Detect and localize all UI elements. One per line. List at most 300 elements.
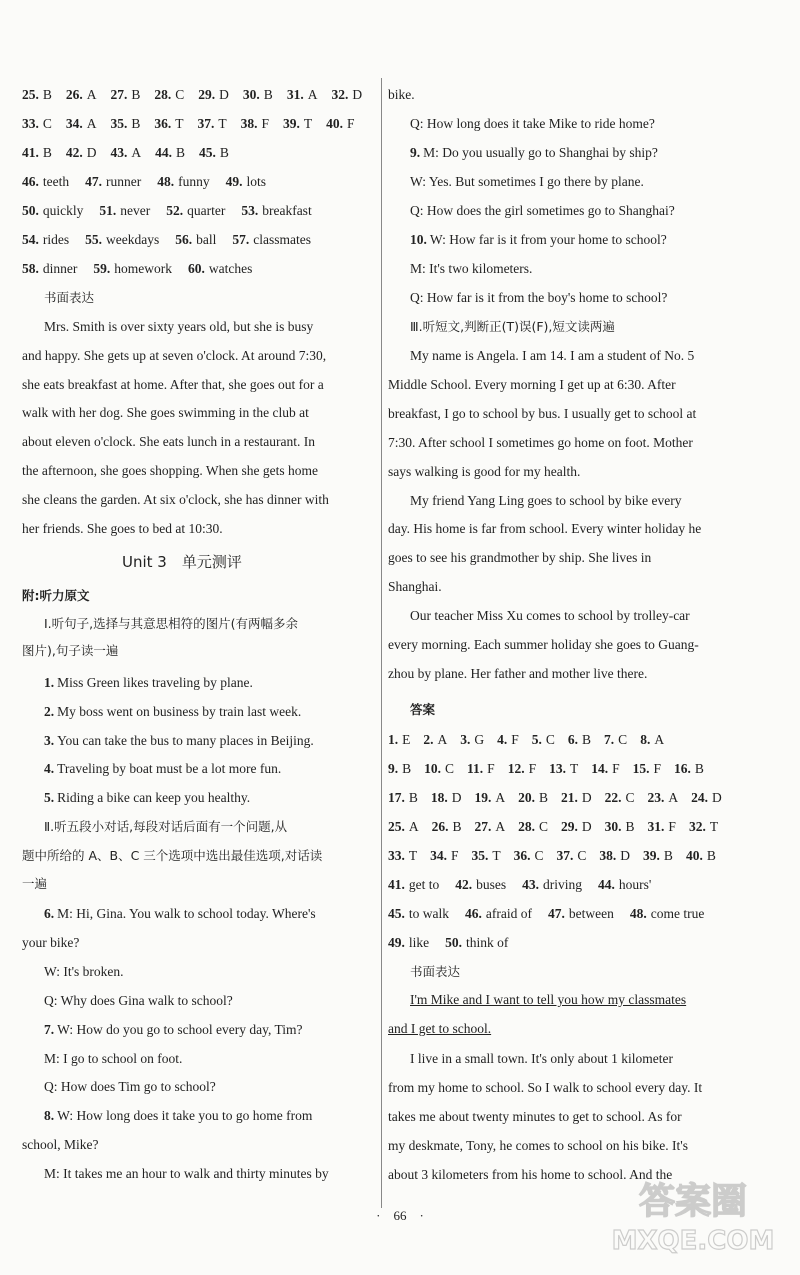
answer-value: F bbox=[511, 732, 519, 747]
answer-number: 51. bbox=[99, 203, 117, 218]
item-number: 8. bbox=[44, 1108, 55, 1124]
appendix-title bbox=[22, 586, 90, 606]
answer-value: B bbox=[131, 87, 141, 102]
answer-item bbox=[241, 201, 311, 221]
answer-item bbox=[475, 788, 506, 808]
answer-number: 15. bbox=[632, 761, 650, 776]
answer-number: 35. bbox=[471, 848, 489, 863]
item-text: W: How far is it from your home to school? bbox=[429, 232, 667, 247]
answer-number: 50. bbox=[445, 935, 462, 950]
answer-value: T bbox=[218, 116, 227, 131]
answer-number: 43. bbox=[110, 145, 128, 160]
answer-value: to walk bbox=[408, 906, 449, 921]
answer-value: ball bbox=[196, 232, 217, 247]
answer-item bbox=[331, 85, 362, 105]
answer-item bbox=[689, 817, 718, 837]
passage-text: says walking is good for my health. bbox=[388, 463, 581, 479]
answer-value: D bbox=[712, 790, 722, 805]
answer-item bbox=[111, 85, 141, 105]
answer-number: 53. bbox=[241, 203, 259, 218]
passage-line bbox=[388, 375, 676, 395]
listening-sentence bbox=[22, 731, 314, 751]
listening-sentence bbox=[22, 759, 281, 779]
answer-value: T bbox=[175, 116, 184, 131]
answer-item bbox=[431, 788, 462, 808]
answer-value: dinner bbox=[42, 261, 78, 276]
answer-number: 16. bbox=[673, 761, 691, 776]
answer-item bbox=[388, 933, 429, 953]
passage-text: Our teacher Miss Xu comes to school by trolley-car bbox=[410, 608, 690, 624]
answer-value: T bbox=[303, 116, 313, 131]
item-text: W: It's broken. bbox=[44, 963, 124, 979]
answer-item bbox=[557, 846, 587, 866]
answer-number: 34. bbox=[430, 848, 447, 863]
answer-item bbox=[388, 759, 411, 779]
answer-number: 25. bbox=[388, 819, 405, 834]
answer-value: buses bbox=[476, 877, 507, 892]
answer-value: B bbox=[176, 145, 186, 160]
right-column bbox=[388, 76, 768, 1206]
listening-sentence bbox=[22, 673, 253, 693]
passage-line bbox=[388, 346, 694, 366]
answer-value: driving bbox=[543, 877, 582, 892]
instruction-text: Ⅱ.听五段小对话,每段对话后面有一个问题,从 bbox=[44, 819, 288, 834]
passage-text: My name is Angela. I am 14. I am a student of No. 5 bbox=[410, 348, 695, 363]
essay-line bbox=[388, 1107, 682, 1127]
answer-row bbox=[388, 788, 768, 808]
answer-value: B bbox=[42, 145, 52, 160]
essay-text: the afternoon, she goes shopping. When she gets home bbox=[22, 463, 318, 478]
essay-line bbox=[22, 432, 374, 452]
svg-text:MXQE.COM: MXQE.COM bbox=[611, 1226, 775, 1256]
answer-item bbox=[674, 759, 704, 779]
answer-value: F bbox=[528, 761, 537, 776]
item-text: M: Hi, Gina. You walk to school today. Where's bbox=[57, 906, 316, 921]
answer-number: 37. bbox=[556, 848, 574, 863]
answer-item bbox=[475, 817, 506, 837]
essay-text: from my home to school. So I walk to school every day. It bbox=[388, 1080, 703, 1095]
answer-number: 12. bbox=[507, 761, 525, 776]
answer-number: 30. bbox=[242, 87, 260, 102]
answer-item bbox=[548, 904, 614, 924]
answer-item bbox=[460, 730, 484, 750]
item-number: 7. bbox=[44, 1021, 55, 1037]
answer-item bbox=[605, 817, 635, 837]
answer-item bbox=[465, 904, 532, 924]
answer-number: 28. bbox=[518, 819, 536, 834]
answer-row bbox=[388, 817, 768, 837]
answer-value: like bbox=[408, 935, 430, 950]
dialog-line bbox=[388, 259, 532, 279]
passage-line bbox=[388, 548, 651, 568]
answer-number: 59. bbox=[93, 261, 111, 276]
dialog-line bbox=[388, 114, 655, 134]
answer-item bbox=[166, 201, 225, 221]
answer-number: 45. bbox=[199, 145, 216, 160]
answer-item bbox=[561, 817, 592, 837]
answer-number: 37. bbox=[197, 116, 215, 131]
item-number: 9. bbox=[410, 145, 421, 160]
section2-instruction bbox=[22, 874, 47, 894]
answer-item bbox=[691, 788, 722, 808]
answer-item bbox=[111, 114, 141, 134]
dialog-line bbox=[388, 143, 658, 163]
answer-value: A bbox=[86, 116, 97, 131]
answer-value: D bbox=[620, 848, 631, 863]
passage-text: My friend Yang Ling goes to school by bike every bbox=[410, 492, 682, 508]
answer-number: 44. bbox=[155, 145, 173, 160]
answer-value: quarter bbox=[187, 203, 226, 218]
answer-number: 38. bbox=[599, 848, 617, 863]
dialog-line bbox=[22, 1164, 329, 1184]
answer-number: 25. bbox=[22, 87, 39, 102]
answer-row bbox=[22, 201, 374, 221]
answer-item bbox=[154, 114, 183, 134]
answer-item bbox=[241, 114, 269, 134]
passage-line bbox=[388, 462, 580, 482]
answer-value: get to bbox=[408, 877, 440, 892]
answer-number: 6. bbox=[567, 732, 579, 747]
answer-item bbox=[22, 172, 69, 192]
answer-number: 49. bbox=[388, 935, 405, 950]
instruction-text: 一遍 bbox=[22, 876, 48, 891]
answer-number: 1. bbox=[388, 732, 399, 747]
answer-value: D bbox=[451, 790, 462, 805]
answer-value: F bbox=[487, 761, 495, 776]
listening-sentence bbox=[22, 788, 250, 808]
answer-row bbox=[22, 85, 374, 105]
answer-item bbox=[66, 143, 97, 163]
essay-text: Mrs. Smith is over sixty years old, but she is busy bbox=[44, 319, 314, 334]
answer-row bbox=[22, 143, 374, 163]
answer-value: breakfast bbox=[262, 203, 312, 218]
answer-number: 32. bbox=[331, 87, 349, 102]
answer-item bbox=[155, 143, 185, 163]
answer-number: 39. bbox=[643, 848, 660, 863]
essay-line bbox=[22, 519, 374, 539]
answer-item bbox=[287, 85, 318, 105]
answer-number: 46. bbox=[465, 906, 482, 921]
answer-row bbox=[388, 846, 768, 866]
answer-number: 3. bbox=[460, 732, 471, 747]
passage-text: zhou by plane. Her father and mother live there. bbox=[388, 665, 648, 681]
answer-item bbox=[648, 817, 676, 837]
writing-heading bbox=[44, 288, 94, 308]
answer-item bbox=[549, 759, 578, 779]
answer-value: hours' bbox=[618, 877, 652, 892]
answer-item bbox=[66, 114, 97, 134]
answer-number: 48. bbox=[157, 174, 175, 189]
answer-item bbox=[66, 85, 97, 105]
page-number: · 66 · bbox=[376, 1208, 424, 1223]
answer-value: C bbox=[175, 87, 185, 102]
answer-number: 33. bbox=[22, 116, 39, 131]
answer-value: F bbox=[451, 848, 459, 863]
writing-title: 书面表达 bbox=[410, 964, 461, 979]
answer-value: A bbox=[437, 732, 448, 747]
answer-number: 7. bbox=[604, 732, 615, 747]
answer-value: T bbox=[569, 761, 579, 776]
passage-line bbox=[388, 606, 690, 626]
item-text: W: How long does it take you to go home from bbox=[57, 1108, 313, 1124]
answer-item bbox=[633, 759, 661, 779]
answer-number: 2. bbox=[423, 732, 434, 747]
answer-value: D bbox=[219, 87, 229, 102]
item-text: M: It's two kilometers. bbox=[410, 261, 533, 276]
answer-value: B bbox=[452, 819, 462, 834]
answer-row bbox=[388, 759, 768, 779]
answer-number: 57. bbox=[232, 232, 250, 247]
answer-item bbox=[22, 201, 83, 221]
answer-number: 31. bbox=[647, 819, 665, 834]
answer-value: F bbox=[653, 761, 661, 776]
answer-item bbox=[686, 846, 716, 866]
item-text: M: Do you usually go to Shanghai by ship? bbox=[423, 145, 658, 160]
answer-item bbox=[514, 846, 544, 866]
answer-number: 47. bbox=[547, 906, 565, 921]
answer-number: 30. bbox=[604, 819, 622, 834]
answer-title: 答案 bbox=[410, 702, 436, 717]
answer-value: T bbox=[492, 848, 501, 863]
answer-value: B bbox=[582, 732, 592, 747]
section3-instruction bbox=[410, 317, 615, 337]
answer-item bbox=[423, 730, 447, 750]
passage-line bbox=[388, 491, 681, 511]
essay-line bbox=[22, 490, 374, 510]
item-text: W: How do you go to school every day, Tim? bbox=[57, 1021, 303, 1037]
answer-value: A bbox=[495, 819, 506, 834]
answer-value: B bbox=[263, 87, 273, 102]
answer-item bbox=[199, 143, 229, 163]
answer-value: A bbox=[307, 87, 318, 102]
section2-instruction bbox=[44, 817, 287, 837]
answer-number: 13. bbox=[549, 761, 566, 776]
item-text: bike. bbox=[388, 87, 415, 102]
answer-value: A bbox=[131, 145, 142, 160]
answer-item bbox=[604, 730, 627, 750]
answer-number: 11. bbox=[467, 761, 484, 776]
answer-item bbox=[388, 730, 410, 750]
answer-number: 18. bbox=[430, 790, 448, 805]
answer-row bbox=[388, 904, 768, 924]
section1-instruction bbox=[44, 614, 298, 634]
answer-item bbox=[175, 230, 216, 250]
answer-number: 24. bbox=[691, 790, 709, 805]
item-text: M: I go to school on foot. bbox=[44, 1050, 183, 1066]
answer-number: 41. bbox=[22, 145, 39, 160]
answer-value: F bbox=[612, 761, 620, 776]
dialog-line bbox=[388, 230, 667, 250]
answer-number: 4. bbox=[497, 732, 508, 747]
item-text: M: It takes me an hour to walk and thirty minutes by bbox=[44, 1166, 329, 1182]
item-text: Q: How far is it from the boy's home to school? bbox=[410, 290, 668, 305]
answer-value: teeth bbox=[42, 174, 70, 189]
answer-item bbox=[472, 846, 501, 866]
answer-item bbox=[283, 114, 312, 134]
answer-value: B bbox=[408, 790, 418, 805]
answer-number: 45. bbox=[388, 906, 405, 921]
answer-value: D bbox=[352, 87, 363, 102]
answer-item bbox=[198, 85, 229, 105]
answer-value: funny bbox=[178, 174, 210, 189]
answer-item bbox=[532, 730, 555, 750]
item-number: 3. bbox=[44, 732, 55, 748]
instruction-text: Ⅰ.听句子,选择与其意思相符的图片(有两幅多余 bbox=[44, 616, 299, 631]
answer-number: 28. bbox=[154, 87, 172, 102]
answer-item bbox=[518, 817, 548, 837]
answer-value: C bbox=[577, 848, 587, 863]
answer-number: 36. bbox=[513, 848, 531, 863]
essay-text: my deskmate, Tony, he comes to school on his bike. It's bbox=[388, 1138, 688, 1153]
dialog-line bbox=[22, 1020, 302, 1040]
answer-row bbox=[22, 230, 374, 250]
answer-number: 9. bbox=[388, 761, 399, 776]
answer-item bbox=[22, 143, 52, 163]
answer-number: 26. bbox=[431, 819, 449, 834]
dialog-line bbox=[22, 1106, 312, 1126]
answer-number: 43. bbox=[522, 877, 539, 892]
section1-instruction bbox=[22, 641, 118, 661]
answer-value: A bbox=[86, 87, 97, 102]
essay-text: about eleven o'clock. She eats lunch in a restaurant. In bbox=[22, 434, 315, 450]
answer-number: 29. bbox=[198, 87, 216, 102]
answer-number: 14. bbox=[591, 761, 609, 776]
answer-item bbox=[111, 143, 142, 163]
item-text: Q: Why does Gina walk to school? bbox=[44, 992, 233, 1008]
dialog-line bbox=[22, 904, 316, 924]
answer-number: 20. bbox=[518, 790, 536, 805]
passage-text: day. His home is far from school. Every winter holiday he bbox=[388, 521, 702, 537]
answer-value: classmates bbox=[253, 232, 311, 247]
answer-item bbox=[154, 85, 184, 105]
answer-item bbox=[640, 730, 664, 750]
answer-item bbox=[85, 172, 141, 192]
answer-item bbox=[388, 788, 418, 808]
essay-line bbox=[22, 403, 374, 423]
answer-value: quickly bbox=[42, 203, 84, 218]
dialog-line bbox=[388, 288, 667, 308]
essay-intro-text: I'm Mike and I want to tell you how my classmates bbox=[410, 992, 687, 1007]
answer-value: B bbox=[539, 790, 549, 805]
appendix-text: 附:听力原文 bbox=[22, 588, 90, 603]
answer-value: C bbox=[618, 732, 628, 747]
section2-instruction bbox=[22, 846, 322, 866]
essay-intro-text: and I get to school. bbox=[388, 1021, 492, 1036]
answer-item bbox=[432, 817, 462, 837]
dialog-line bbox=[22, 1135, 99, 1155]
item-text: You can take the bus to many places in Beijing. bbox=[57, 732, 314, 748]
passage-line bbox=[388, 664, 647, 684]
essay-line bbox=[22, 461, 374, 481]
passage-text: every morning. Each summer holiday she goes to Guang- bbox=[388, 637, 699, 652]
essay-text: she cleans the garden. At six o'clock, she has dinner with bbox=[22, 491, 329, 507]
answer-number: 36. bbox=[154, 116, 172, 131]
answer-item bbox=[22, 230, 69, 250]
answer-value: A bbox=[654, 732, 665, 747]
passage-text: goes to see his grandmother by ship. She lives in bbox=[388, 550, 652, 566]
answer-item bbox=[643, 846, 673, 866]
answer-number: 10. bbox=[424, 761, 442, 776]
item-number: 5. bbox=[44, 790, 55, 806]
dialog-line bbox=[22, 933, 79, 953]
listening-sentence bbox=[22, 702, 301, 722]
answer-number: 5. bbox=[531, 732, 542, 747]
answer-number: 50. bbox=[22, 203, 39, 218]
passage-line bbox=[388, 404, 696, 424]
answer-item bbox=[198, 114, 227, 134]
essay-text: her friends. She goes to bed at 10:30. bbox=[22, 520, 223, 536]
passage-text: 7:30. After school I sometimes go home on foot. Mother bbox=[388, 434, 693, 450]
answer-value: T bbox=[408, 848, 418, 863]
answer-number: 49. bbox=[225, 174, 243, 189]
answer-number: 32. bbox=[688, 819, 706, 834]
instruction-text: Ⅲ.听短文,判断正(T)误(F),短文读两遍 bbox=[410, 319, 615, 334]
answer-value: F bbox=[668, 819, 676, 834]
answer-number: 41. bbox=[388, 877, 405, 892]
answer-value: rides bbox=[42, 232, 70, 247]
essay-intro-line bbox=[388, 1019, 491, 1039]
dialog-line bbox=[388, 201, 675, 221]
answer-number: 22. bbox=[604, 790, 622, 805]
answer-item bbox=[226, 172, 266, 192]
answer-value: B bbox=[663, 848, 673, 863]
answer-item bbox=[598, 875, 651, 895]
passage-text: Shanghai. bbox=[388, 579, 442, 595]
answer-value: B bbox=[706, 848, 716, 863]
unit-title-text: Unit 3 单元测评 bbox=[122, 553, 242, 571]
answer-item bbox=[605, 788, 635, 808]
answer-number: 34. bbox=[65, 116, 83, 131]
item-number: 2. bbox=[44, 703, 55, 719]
essay-text: she eats breakfast at home. After that, she goes out for a bbox=[22, 376, 324, 392]
answer-item bbox=[388, 846, 417, 866]
answer-value: A bbox=[495, 790, 506, 805]
answer-number: 29. bbox=[561, 819, 578, 834]
answer-item bbox=[99, 201, 150, 221]
answer-value: between bbox=[568, 906, 614, 921]
answer-value: D bbox=[581, 790, 592, 805]
dialog-line bbox=[22, 991, 233, 1011]
item-text: Miss Green likes traveling by plane. bbox=[57, 675, 253, 690]
answer-number: 40. bbox=[685, 848, 703, 863]
answer-value: B bbox=[694, 761, 704, 776]
answer-item bbox=[568, 730, 591, 750]
unit-title bbox=[122, 552, 242, 572]
answer-item bbox=[518, 788, 548, 808]
item-text: Riding a bike can keep you healthy. bbox=[57, 790, 251, 806]
answer-value: B bbox=[625, 819, 635, 834]
answer-item bbox=[455, 875, 506, 895]
answer-item bbox=[22, 259, 77, 279]
answer-item bbox=[648, 788, 679, 808]
answer-value: think of bbox=[466, 935, 509, 950]
answer-number: 54. bbox=[22, 232, 39, 247]
item-number: 1. bbox=[44, 675, 55, 690]
answer-item bbox=[188, 259, 252, 279]
dialog-line bbox=[388, 172, 644, 192]
answer-value: D bbox=[86, 145, 97, 160]
essay-line bbox=[22, 346, 374, 366]
answer-number: 56. bbox=[175, 232, 193, 247]
answer-item bbox=[430, 846, 458, 866]
essay-line bbox=[388, 1049, 673, 1069]
dialog-line bbox=[388, 85, 415, 105]
answer-number: 55. bbox=[85, 232, 102, 247]
answer-value: F bbox=[347, 116, 355, 131]
item-text: school, Mike? bbox=[22, 1137, 99, 1153]
instruction-text: 图片),句子读一遍 bbox=[22, 643, 119, 658]
answer-value: E bbox=[402, 732, 411, 747]
